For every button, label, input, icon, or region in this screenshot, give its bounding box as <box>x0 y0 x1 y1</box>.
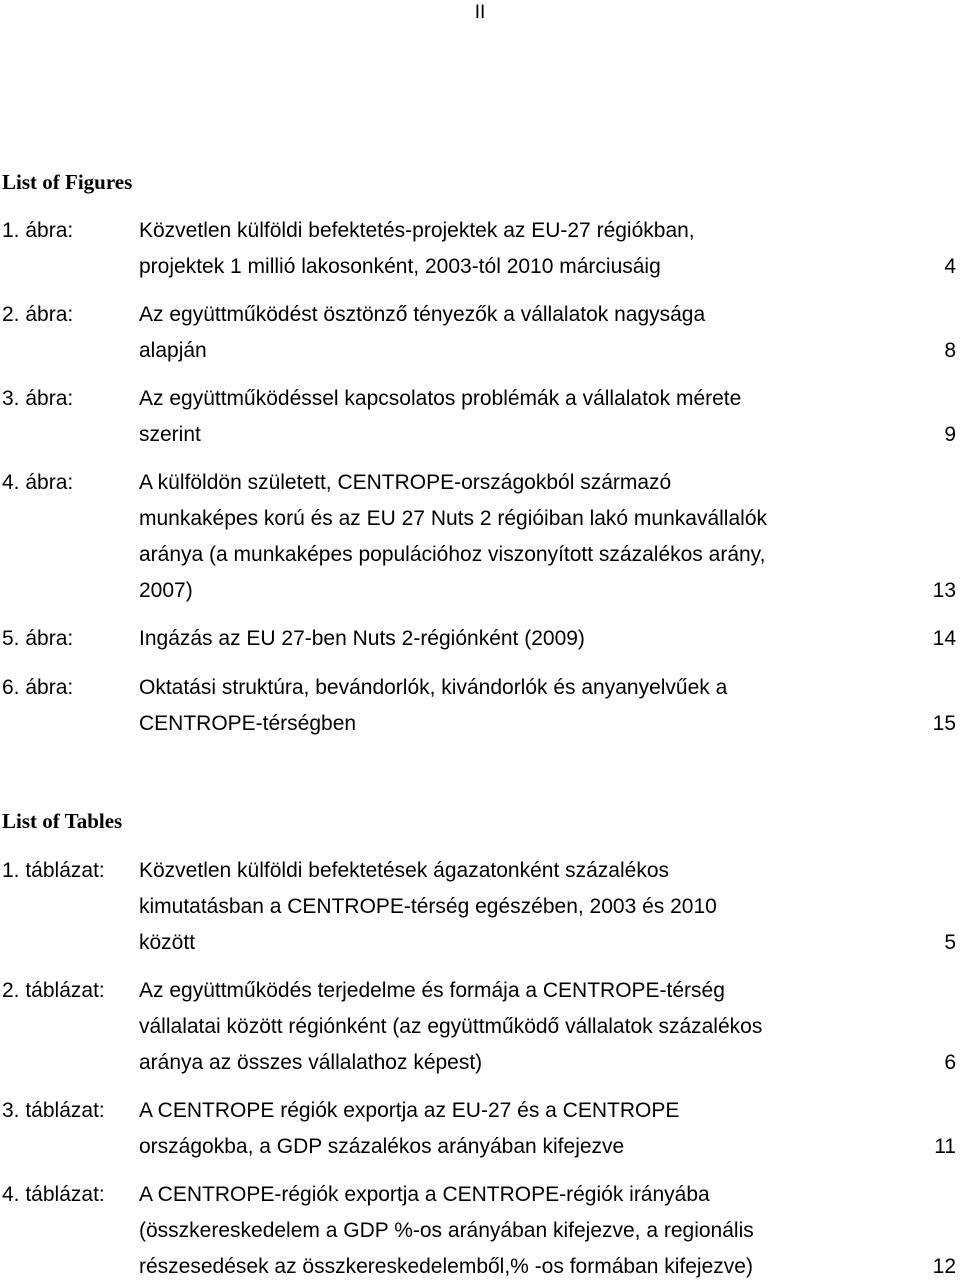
table-label: 3. táblázat: <box>2 1099 105 1122</box>
table-page-number: 6 <box>944 1051 956 1074</box>
figure-title <box>139 465 879 609</box>
table-label: 4. táblázat: <box>2 1183 105 1206</box>
list-of-tables-heading: List of Tables <box>2 809 123 833</box>
table-label: 2. táblázat: <box>2 979 105 1002</box>
table-title-line: Az együttműködés terjedelme és formája a CENTROPE-térség <box>139 979 725 1002</box>
list-of-figures-heading: List of Figures <box>2 170 133 194</box>
table-title-line: (összkereskedelem a GDP %-os arányában kifejezve, a regionális <box>139 1219 754 1242</box>
table-page-number: 12 <box>932 1255 956 1278</box>
figure-title <box>139 670 879 742</box>
figure-label: 3. ábra: <box>2 387 74 410</box>
table-title-line: A CENTROPE régiók exportja az EU-27 és a CENTROPE <box>139 1099 680 1122</box>
figure-page-number: 13 <box>932 579 956 602</box>
table-title-line: között <box>139 931 196 954</box>
figure-page-number: 9 <box>944 423 956 446</box>
table-page-number: 5 <box>944 931 956 954</box>
figure-title <box>139 297 879 369</box>
figure-label: 4. ábra: <box>2 471 74 494</box>
table-title-line: részesedések az összkereskedelemből,% -os formában kifejezve) <box>139 1255 753 1278</box>
figure-title-line: 2007) <box>139 579 193 602</box>
figure-page-number: 4 <box>944 255 956 278</box>
figure-title-line: Oktatási struktúra, bevándorlók, kivándorlók és anyanyelvűek a <box>139 676 728 699</box>
figure-label: 5. ábra: <box>2 627 74 650</box>
table-title-line: Közvetlen külföldi befektetések ágazatonként százalékos <box>139 859 669 882</box>
table-label: 1. táblázat: <box>2 859 105 882</box>
figure-title-line: aránya (a munkaképes populációhoz viszonyított százalékos arány, <box>139 543 766 566</box>
table-title <box>139 853 879 961</box>
figure-page-number: 15 <box>932 712 956 735</box>
figure-title-line: projektek 1 millió lakosonként, 2003-tól 2010 márciusáig <box>139 255 661 278</box>
table-title-line: A CENTROPE-régiók exportja a CENTROPE-régiók irányába <box>139 1183 710 1206</box>
table-title <box>139 1177 879 1285</box>
figure-title-line: Közvetlen külföldi befektetés-projektek az EU-27 régiókban, <box>139 219 695 242</box>
figure-title-line: alapján <box>139 339 207 362</box>
figure-page-number: 8 <box>944 339 956 362</box>
figure-title-line: Az együttműködést ösztönző tényezők a vállalatok nagysága <box>139 303 706 326</box>
table-page-number: 11 <box>934 1135 956 1158</box>
table-title-line: aránya az összes vállalathoz képest) <box>139 1051 483 1074</box>
table-title <box>139 1093 879 1165</box>
figure-page-number: 14 <box>932 627 956 650</box>
figure-label: 1. ábra: <box>2 219 74 242</box>
figure-label: 2. ábra: <box>2 303 74 326</box>
figure-title <box>139 621 879 657</box>
figure-title <box>139 213 879 285</box>
table-title-line: vállalatai között régiónként (az együttműködő vállalatok százalékos <box>139 1015 763 1038</box>
figure-title-line: Ingázás az EU 27-ben Nuts 2-régiónként (2009) <box>139 627 585 650</box>
figure-title-line: szerint <box>139 423 201 446</box>
figure-title-line: munkaképes korú és az EU 27 Nuts 2 régióiban lakó munkavállalók <box>139 507 768 530</box>
table-title-line: kimutatásban a CENTROPE-térség egészében, 2003 és 2010 <box>139 895 717 918</box>
table-title-line: országokba, a GDP százalékos arányában kifejezve <box>139 1135 625 1158</box>
figure-title-line: A külföldön született, CENTROPE-országokból származó <box>139 471 672 494</box>
page-number: II <box>474 2 486 23</box>
figure-title-line: Az együttműködéssel kapcsolatos problémák a vállalatok mérete <box>139 387 742 410</box>
figure-title <box>139 381 879 453</box>
table-title <box>139 973 879 1081</box>
figure-title-line: CENTROPE-térségben <box>139 712 357 735</box>
figure-label: 6. ábra: <box>2 676 74 699</box>
